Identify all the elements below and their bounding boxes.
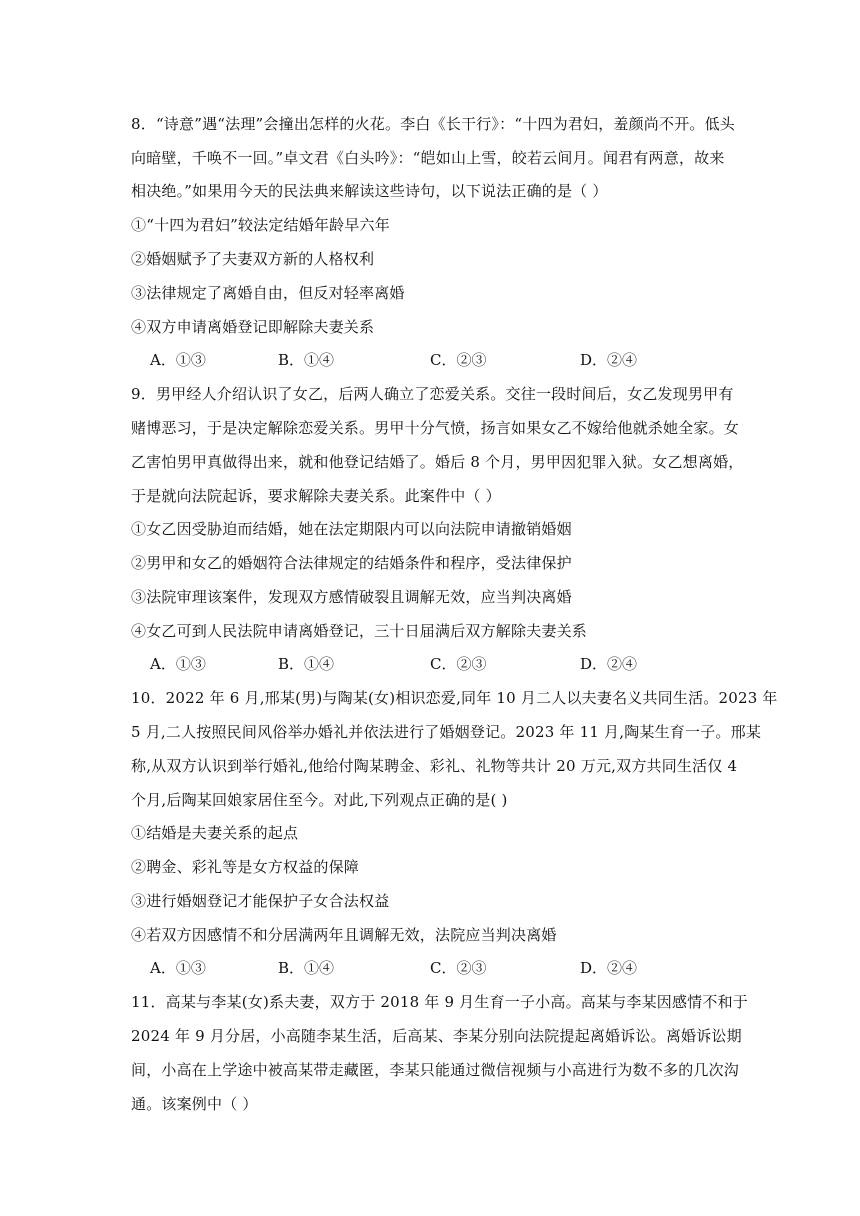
q8-option-d[interactable]: D．②④ (580, 351, 638, 369)
q10-option-d[interactable]: D．②④ (580, 959, 638, 977)
q9-statement-3: ③法院审理该案件，发现双方感情破裂且调解无效，应当判决离婚 (131, 588, 572, 606)
q8-stem-line-2: 向暗壁，千唤不一回。”卓文君《白头吟》：“皑如山上雪，皎若云间月。闻君有两意，故来 (131, 149, 725, 167)
q9-option-c[interactable]: C．②③ (430, 655, 487, 673)
q10-stem-line-4: 个月,后陶某回娘家居住至今。对此,下列观点正确的是( ) (131, 791, 508, 809)
q10-statement-4: ④若双方因感情不和分居满两年且调解无效，法院应当判决离婚 (131, 926, 557, 944)
q9-stem-line-2: 赌博恶习，于是决定解除恋爱关系。男甲十分气愤，扬言如果女乙不嫁给他就杀她全家。女 (131, 419, 740, 437)
q11-stem-line-4: 通。该案例中（ ） (131, 1095, 258, 1113)
q9-statement-1: ①女乙因受胁迫而结婚，她在法定期限内可以向法院申请撤销婚姻 (131, 520, 572, 538)
q11-stem-line-3: 间，小高在上学途中被高某带走藏匿，李某只能通过微信视频与小高进行为数不多的几次沟 (131, 1061, 740, 1079)
q10-stem-line-1: 10．2022 年 6 月,邢某(男)与陶某(女)相识恋爱,同年 10 月二人以夫妻名义共同生活。2023 年 (131, 689, 778, 707)
q8-statement-3: ③法律规定了离婚自由，但反对轻率离婚 (131, 284, 405, 302)
q11-stem-line-1: 11．高某与李某(女)系夫妻，双方于 2018 年 9 月生育一子小高。高某与李某因感情不和于 (131, 993, 748, 1011)
q10-option-c[interactable]: C．②③ (430, 959, 487, 977)
q9-option-d[interactable]: D．②④ (580, 655, 638, 673)
q10-statement-3: ③进行婚姻登记才能保护子女合法权益 (131, 892, 390, 910)
q10-option-a[interactable]: A．①③ (150, 959, 206, 977)
q8-option-a[interactable]: A．①③ (150, 351, 206, 369)
q11-stem-line-2: 2024 年 9 月分居，小高随李某生活，后高某、李某分别向法院提起离婚诉讼。离婚诉讼期 (131, 1027, 742, 1045)
q8-statement-2: ②婚姻赋予了夫妻双方新的人格权利 (131, 250, 375, 268)
q8-stem-line-3: 相决绝。”如果用今天的民法典来解读这些诗句，以下说法正确的是（ ） (131, 182, 608, 200)
q10-statement-2: ②聘金、彩礼等是女方权益的保障 (131, 858, 360, 876)
q9-option-b[interactable]: B．①④ (278, 655, 335, 673)
q8-stem-line-1: 8．“诗意”遇“法理”会撞出怎样的火花。李白《长干行》：“十四为君妇，羞颜尚不开。低头 (131, 115, 735, 133)
q8-option-c[interactable]: C．②③ (430, 351, 487, 369)
q9-statement-4: ④女乙可到人民法院申请离婚登记，三十日届满后双方解除夫妻关系 (131, 622, 588, 640)
q10-statement-1: ①结婚是夫妻关系的起点 (131, 824, 299, 842)
q10-stem-line-3: 称,从双方认识到举行婚礼,他给付陶某聘金、彩礼、礼物等共计 20 万元,双方共同生活仅 4 (131, 757, 738, 775)
q9-option-a[interactable]: A．①③ (150, 655, 206, 673)
q8-option-b[interactable]: B．①④ (278, 351, 335, 369)
q9-stem-line-3: 乙害怕男甲真做得出来，就和他登记结婚了。婚后 8 个月，男甲因犯罪入狱。女乙想离婚， (131, 453, 744, 471)
q9-stem-line-1: 9．男甲经人介绍认识了女乙，后两人确立了恋爱关系。交往一段时间后，女乙发现男甲有 (131, 385, 734, 403)
q9-stem-line-4: 于是就向法院起诉，要求解除夫妻关系。此案件中（ ） (131, 487, 501, 505)
q10-stem-line-2: 5 月,二人按照民间风俗举办婚礼并依法进行了婚姻登记。2023 年 11 月,陶某生育一子。邢某 (131, 723, 762, 741)
q8-statement-1: ①“十四为君妇”较法定结婚年龄早六年 (131, 216, 390, 234)
q10-option-b[interactable]: B．①④ (278, 959, 335, 977)
q8-statement-4: ④双方申请离婚登记即解除夫妻关系 (131, 318, 375, 336)
q9-statement-2: ②男甲和女乙的婚姻符合法律规定的结婚条件和程序，受法律保护 (131, 554, 572, 572)
